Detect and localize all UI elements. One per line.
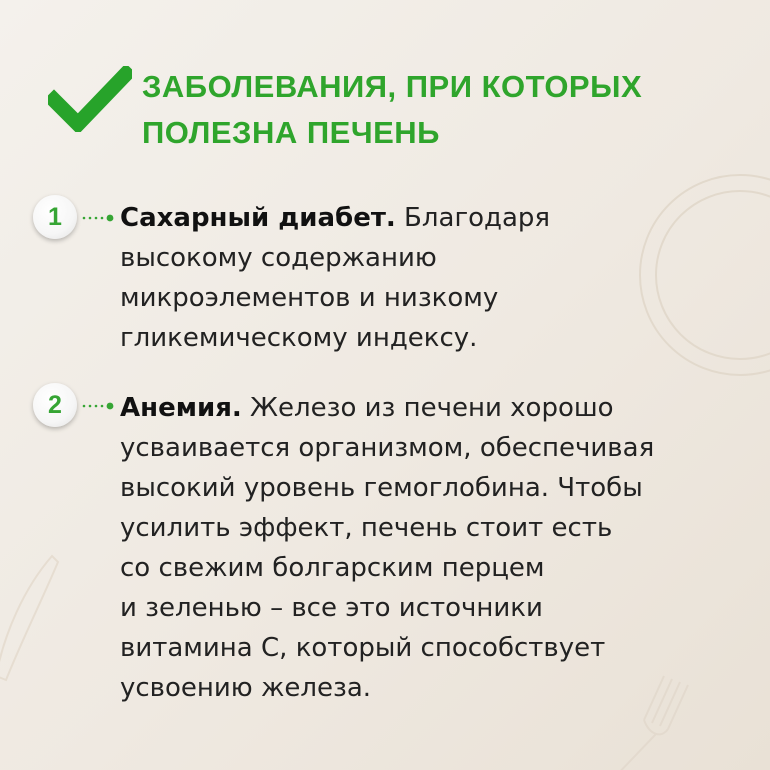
item-heading: Сахарный диабет. — [120, 203, 396, 233]
page-title: ЗАБОЛЕВАНИЯ, ПРИ КОТОРЫХ ПОЛЕЗНА ПЕЧЕНЬ — [142, 69, 643, 150]
item-number-badge-1: 1 — [33, 195, 77, 239]
item-heading: Анемия. — [120, 393, 242, 423]
checkmark-icon — [48, 66, 132, 132]
dotted-connector-icon — [82, 214, 116, 222]
item-description: Благодаря высокому содержанию микроэлементов и низкому гликемическому индексу. — [120, 203, 551, 353]
list-item-1 — [120, 198, 740, 358]
knife-outline-icon — [0, 556, 58, 680]
list-item-2 — [120, 388, 740, 708]
dotted-connector-icon — [82, 402, 116, 410]
item-number-badge-2: 2 — [33, 383, 77, 427]
item-description: Железо из печени хорошо усваивается организмом, обеспечивая высокий уровень гемоглобина. Чтобы усилить эффект, печень стоит есть со свежим болгарским перцем и зеленью – все это источники витамина С, который способствует усвоению железа. — [120, 393, 655, 703]
